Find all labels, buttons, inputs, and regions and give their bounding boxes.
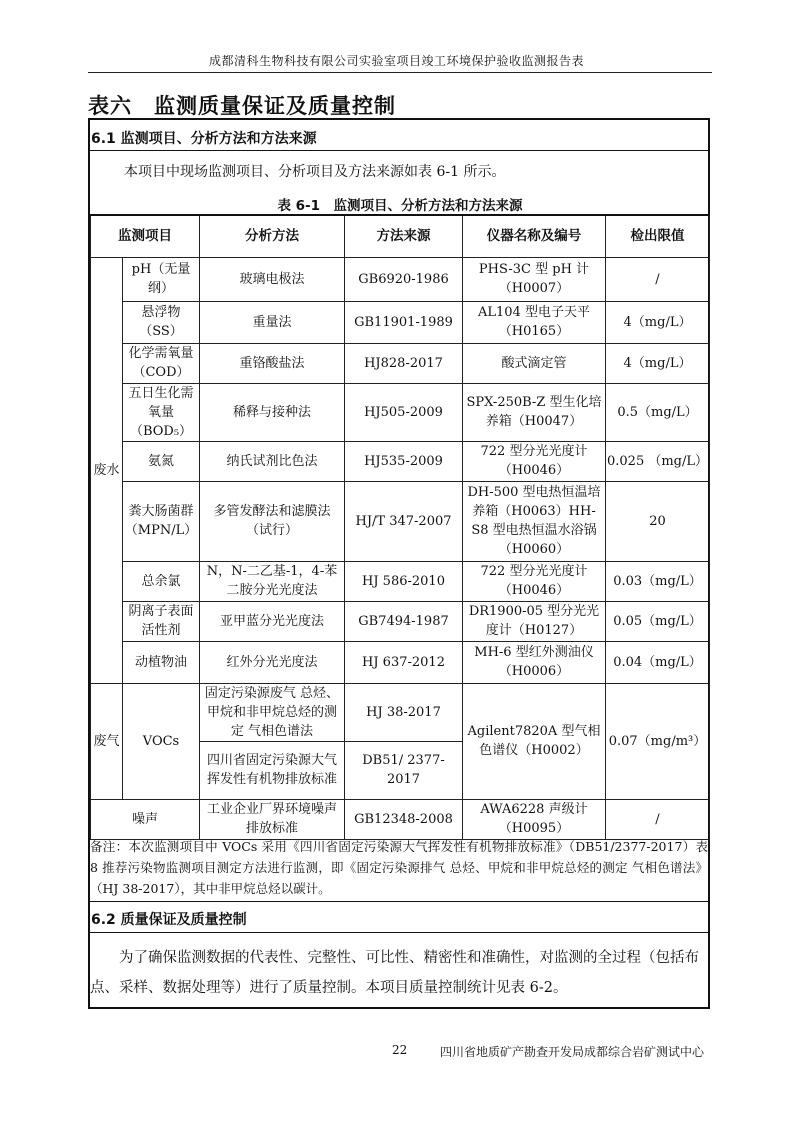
col-header-method: 分析方法 bbox=[200, 215, 345, 257]
cell-source: HJ535-2009 bbox=[345, 441, 463, 481]
cell-item: 五日生化需氧量（BOD₅） bbox=[123, 383, 200, 441]
section-rule bbox=[90, 150, 709, 151]
cell-item: 阴离子表面活性剂 bbox=[123, 601, 200, 641]
section-intro: 本项目中现场监测项目、分析项目及方法来源如表 6-1 所示。 bbox=[124, 164, 506, 180]
cell-instrument: MH-6 型红外测油仪（H0006） bbox=[463, 641, 606, 683]
cell-item: 化学需氧量（COD） bbox=[123, 343, 200, 383]
cell-method: 纳氏试剂比色法 bbox=[200, 441, 345, 481]
cell-method: 多管发酵法和滤膜法（试行） bbox=[200, 481, 345, 561]
cell-method: 四川省固定污染源大气挥发性有机物排放标准 bbox=[200, 741, 345, 799]
cell-instrument: AWA6228 声级计（H0095） bbox=[463, 799, 606, 839]
cell-instrument: Agilent7820A 型气相色谱仪（H0002） bbox=[463, 683, 606, 799]
cell-method: 稀释与接种法 bbox=[200, 383, 345, 441]
cell-item: 动植物油 bbox=[123, 641, 200, 683]
cell-method: 工业企业厂界环境噪声排放标准 bbox=[200, 799, 345, 839]
cell-item: 粪大肠菌群（MPN/L） bbox=[123, 481, 200, 561]
cell-item: 氨氮 bbox=[123, 441, 200, 481]
col-header-source: 方法来源 bbox=[345, 215, 463, 257]
cell-method: 重量法 bbox=[200, 301, 345, 343]
page-number: 22 bbox=[392, 1043, 408, 1057]
cell-instrument: 酸式滴定管 bbox=[463, 343, 606, 383]
cell-limit: 0.05（mg/L） bbox=[606, 601, 710, 641]
group-label-water: 废水 bbox=[91, 257, 123, 683]
table-row bbox=[91, 441, 710, 481]
cell-limit: / bbox=[606, 799, 710, 839]
cell-limit: 20 bbox=[606, 481, 710, 561]
col-header-limit: 检出限值 bbox=[606, 215, 710, 257]
table-row bbox=[91, 641, 710, 683]
cell-method: N，N-二乙基-1，4-苯二胺分光光度法 bbox=[200, 561, 345, 601]
section-title-6-2: 6.2 质量保证及质量控制 bbox=[91, 912, 247, 928]
col-header-item: 监测项目 bbox=[91, 215, 200, 257]
section-rule bbox=[90, 932, 709, 933]
cell-method: 固定污染源废气 总烃、甲烷和非甲烷总烃的测定 气相色谱法 bbox=[200, 683, 345, 741]
cell-item: pH（无量纲） bbox=[123, 257, 200, 301]
cell-source: GB12348-2008 bbox=[345, 799, 463, 839]
cell-source: HJ505-2009 bbox=[345, 383, 463, 441]
section2-paragraph: 为了确保监测数据的代表性、完整性、可比性、精密性和准确性，对监测的全过程（包括布点、采样、数据处理等）进行了质量控制。本项目质量控制统计见表 6-2。 bbox=[90, 950, 699, 996]
table-row bbox=[91, 601, 710, 641]
cell-source: DB51/ 2377-2017 bbox=[345, 741, 463, 799]
cell-method: 红外分光光度法 bbox=[200, 641, 345, 683]
cell-instrument: DH-500 型电热恒温培养箱（H0063）HH-S8 型电热恒温水浴锅（H0060） bbox=[463, 481, 606, 561]
cell-item: 悬浮物（SS） bbox=[123, 301, 200, 343]
cell-source: HJ828-2017 bbox=[345, 343, 463, 383]
table-row bbox=[91, 343, 710, 383]
cell-instrument: AL104 型电子天平（H0165） bbox=[463, 301, 606, 343]
cell-item: VOCs bbox=[123, 683, 200, 799]
cell-method: 亚甲蓝分光光度法 bbox=[200, 601, 345, 641]
table-row bbox=[91, 301, 710, 343]
cell-source: GB6920-1986 bbox=[345, 257, 463, 301]
group-label-noise: 噪声 bbox=[91, 799, 200, 839]
cell-limit: 4（mg/L） bbox=[606, 301, 710, 343]
cell-instrument: SPX-250B-Z 型生化培养箱（H0047） bbox=[463, 383, 606, 441]
cell-source: HJ 637-2012 bbox=[345, 641, 463, 683]
cell-source: HJ/T 347-2007 bbox=[345, 481, 463, 561]
cell-limit: 0.5（mg/L） bbox=[606, 383, 710, 441]
table-row bbox=[91, 481, 710, 561]
table-row-noise bbox=[91, 799, 710, 839]
header-rule bbox=[88, 72, 712, 73]
table-caption: 表 6-1 监测项目、分析方法和方法来源 bbox=[277, 198, 523, 214]
cell-source: HJ 586-2010 bbox=[345, 561, 463, 601]
col-header-instrument: 仪器名称及编号 bbox=[463, 215, 606, 257]
cell-instrument: DR1900-05 型分光光度计（H0127） bbox=[463, 601, 606, 641]
cell-limit: 0.07（mg/m³） bbox=[606, 683, 710, 799]
group-label-gas: 废气 bbox=[91, 683, 123, 799]
section-rule bbox=[90, 901, 709, 902]
table-header-row bbox=[91, 215, 710, 257]
section-title-6-1: 6.1 监测项目、分析方法和方法来源 bbox=[91, 131, 317, 147]
cell-source: GB7494-1987 bbox=[345, 601, 463, 641]
table-row bbox=[91, 561, 710, 601]
table-row-gas bbox=[91, 683, 710, 741]
table-row bbox=[91, 383, 710, 441]
monitoring-methods-table bbox=[90, 214, 710, 840]
cell-limit: 0.03（mg/L） bbox=[606, 561, 710, 601]
cell-limit: 4（mg/L） bbox=[606, 343, 710, 383]
cell-source: HJ 38-2017 bbox=[345, 683, 463, 741]
footer-organization: 四川省地质矿产勘查开发局成都综合岩矿测试中心 bbox=[440, 1045, 705, 1059]
cell-source: GB11901-1989 bbox=[345, 301, 463, 343]
table-note: 备注：本次监测项目中 VOCs 采用《四川省固定污染源大气挥发性有机物排放标准》（DB51/2377-2017）表 8 推荐污染物监测项目测定方法进行监测，即《固定污染源排气 总烃、甲烷和非甲烷总烃的测定 气相色谱法》（HJ 38-2017），其中非甲烷总烃以碳计。 bbox=[90, 839, 708, 896]
cell-limit: 0.04（mg/L） bbox=[606, 641, 710, 683]
page-title: 表六 监测质量保证及质量控制 bbox=[88, 94, 396, 118]
report-header: 成都清科生物科技有限公司实验室项目竣工环境保护验收监测报告表 bbox=[208, 54, 584, 68]
table-row bbox=[91, 257, 710, 301]
cell-method: 重铬酸盐法 bbox=[200, 343, 345, 383]
cell-item: 总余氯 bbox=[123, 561, 200, 601]
cell-instrument: 722 型分光光度计（H0046） bbox=[463, 561, 606, 601]
cell-limit: 0.025 （mg/L） bbox=[606, 441, 710, 481]
cell-method: 玻璃电极法 bbox=[200, 257, 345, 301]
cell-instrument: PHS-3C 型 pH 计（H0007） bbox=[463, 257, 606, 301]
cell-limit: / bbox=[606, 257, 710, 301]
cell-instrument: 722 型分光光度计（H0046） bbox=[463, 441, 606, 481]
